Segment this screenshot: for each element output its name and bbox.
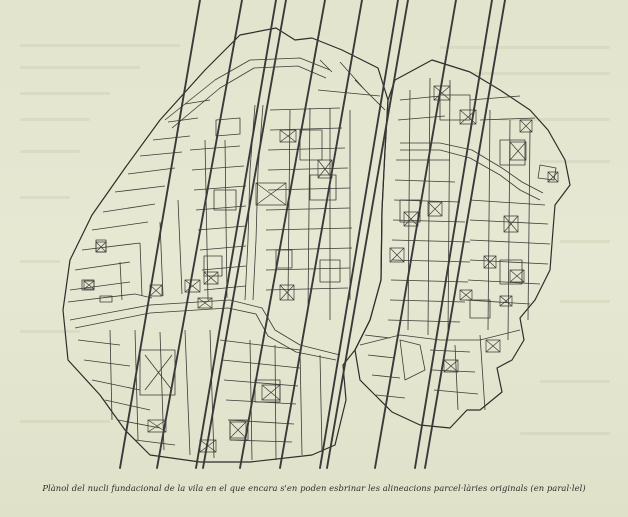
alignment-line [327,0,408,468]
parcel-lines-west [68,60,385,460]
alignment-line [415,0,492,468]
alignment-line [203,0,286,468]
figure-caption: Plànol del nucli fundacional de la vila en el que encara s'en poden esbrinar les alineacions parcel·làries originals (en paral·lel) [42,483,586,493]
alignment-line [196,0,276,468]
parallel-alignment-lines [120,0,505,468]
alignment-line [157,0,242,468]
alignment-line [240,0,325,468]
